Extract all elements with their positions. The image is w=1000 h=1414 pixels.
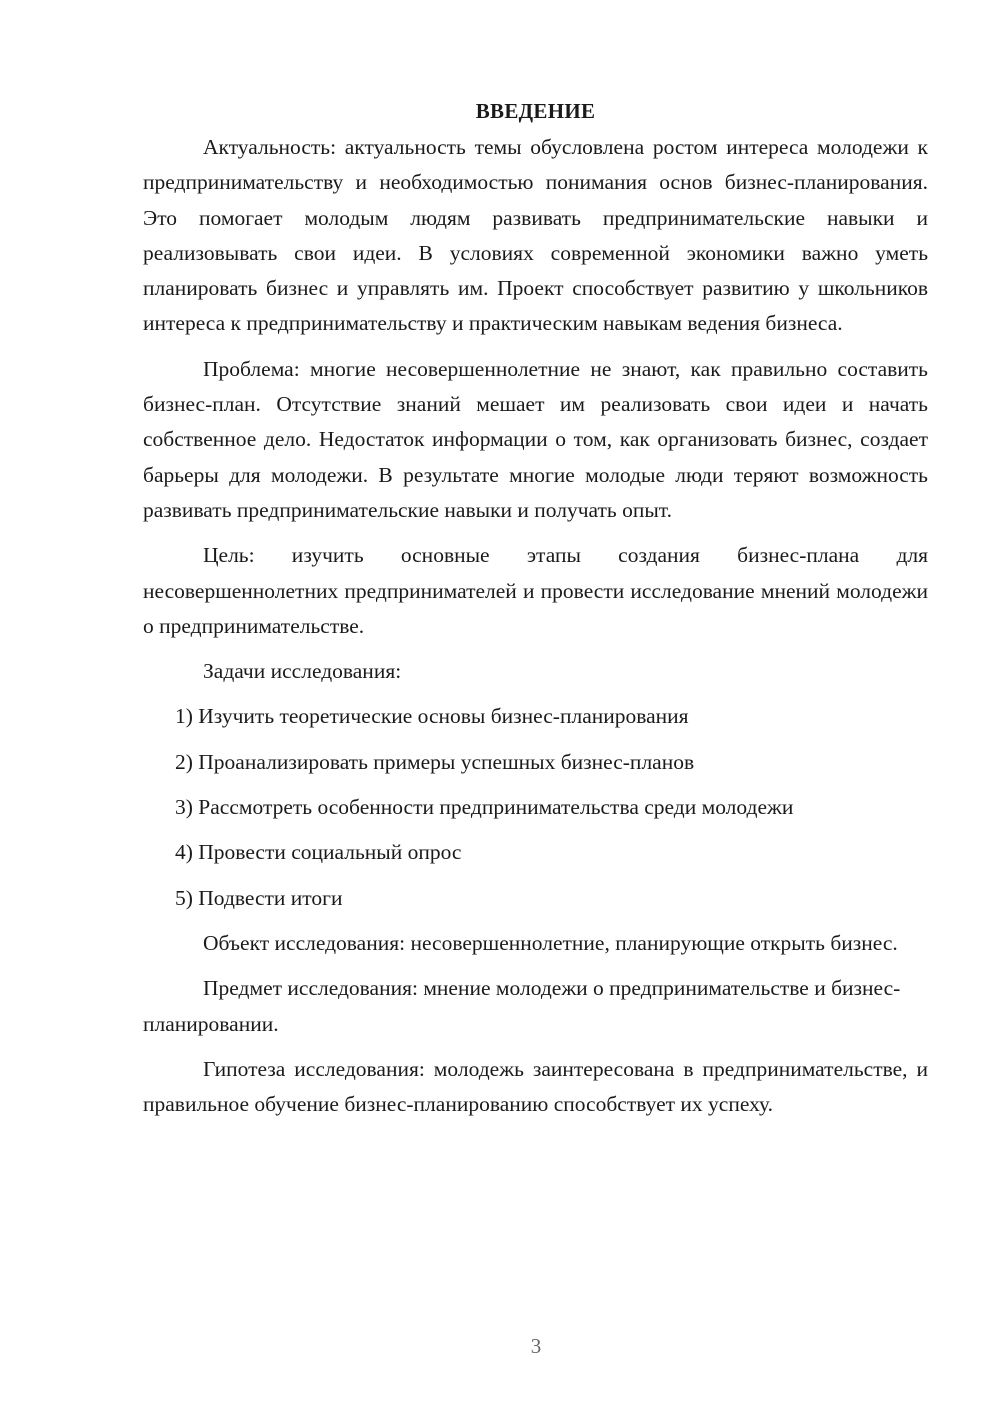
goal-paragraph: Цель: изучить основные этапы создания бизнес-плана для несовершеннолетних предпринимателей и провести исследование мнений молодежи о предпринимательстве. — [143, 543, 928, 638]
page-number: 3 — [530, 1334, 542, 1358]
hypothesis-paragraph: Гипотеза исследования: молодежь заинтересована в предпринимательстве, и правильное обучение бизнес-планированию способствует их успеху. — [143, 1056, 928, 1117]
tasks-title: Задачи исследования: — [203, 659, 402, 684]
section-heading: ВВЕДЕНИЕ — [475, 99, 596, 123]
task-item: 3) Рассмотреть особенности предпринимательства среди молодежи — [175, 795, 794, 820]
task-item: 2) Проанализировать примеры успешных бизнес-планов — [175, 749, 695, 774]
task-item: 4) Провести социальный опрос — [175, 840, 462, 865]
object-paragraph: Объект исследования: несовершеннолетние, планирующие открыть бизнес. — [203, 930, 898, 955]
tasks-list — [143, 699, 928, 915]
document-page — [143, 96, 928, 1132]
problem-paragraph: Проблема: многие несовершеннолетние не знают, как правильно составить бизнес-план. Отсутствие знаний мешает им реализовать свои идеи и начать собственное дело. Недостаток информации о том, как организовать бизнес, создает барьеры для молодежи. В результате многие молодые люди теряют возможность развивать предпринимательские навыки и получать опыт. — [143, 356, 928, 522]
task-item: 1) Изучить теоретические основы бизнес-планирования — [175, 704, 689, 729]
task-item: 5) Подвести итоги — [175, 885, 343, 910]
subject-paragraph: Предмет исследования: мнение молодежи о предпринимательстве и бизнес-планировании. — [143, 976, 901, 1036]
relevance-paragraph: Актуальность: актуальность темы обусловлена ростом интереса молодежи к предпринимательству и необходимостью понимания основ бизнес-планирования. Это помогает молодым людям развивать предпринимательские навыки и реализовывать свои идеи. В условиях современной экономики важно уметь планировать бизнес и управлять им. Проект способствует развитию у школьников интереса к предпринимательству и практическим навыкам ведения бизнеса. — [143, 135, 928, 336]
